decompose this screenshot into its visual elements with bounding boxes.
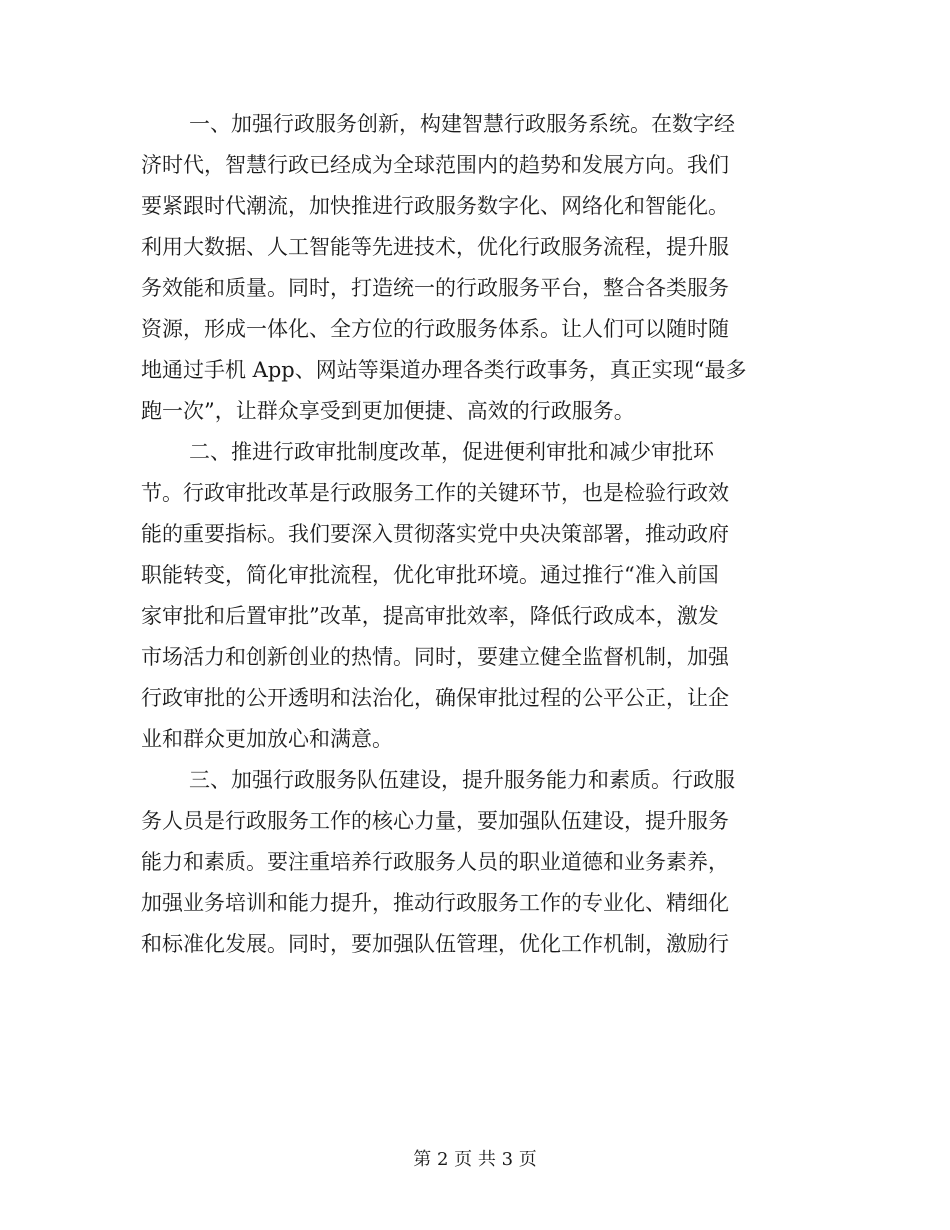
text-line-15: 行政审批的公开透明和法治化，确保审批过程的公平公正，让企 <box>141 686 729 710</box>
text-line-6: 资源，形成一体化、全方位的行政服务体系。让人们可以随时随 <box>141 317 729 341</box>
text-line-5: 务效能和质量。同时，打造统一的行政服务平台，整合各类服务 <box>141 276 729 300</box>
text-line-11: 能的重要指标。我们要深入贯彻落实党中央决策部署，推动政府 <box>141 522 729 546</box>
text-line-17: 三、加强行政服务队伍建设，提升服务能力和素质。行政服 <box>189 768 735 792</box>
text-line-18: 务人员是行政服务工作的核心力量，要加强队伍建设，提升服务 <box>141 809 729 833</box>
text-line-21: 和标准化发展。同时，要加强队伍管理，优化工作机制，激励行 <box>141 932 729 956</box>
text-line-8: 跑一次”，让群众享受到更加便捷、高效的行政服务。 <box>141 399 635 423</box>
text-line-1: 一、加强行政服务创新，构建智慧行政服务系统。在数字经 <box>189 112 735 136</box>
page-number-footer: 第 2 页 共 3 页 <box>413 1149 537 1170</box>
text-line-4: 利用大数据、人工智能等先进技术，优化行政服务流程，提升服 <box>141 235 729 259</box>
text-line-9: 二、推进行政审批制度改革，促进便利审批和减少审批环 <box>189 440 714 464</box>
text-line-12: 职能转变，简化审批流程，优化审批环境。通过推行“准入前国 <box>141 563 719 587</box>
text-line-14: 市场活力和创新创业的热情。同时，要建立健全监督机制，加强 <box>141 645 729 669</box>
text-line-20: 加强业务培训和能力提升，推动行政服务工作的专业化、精细化 <box>141 891 729 915</box>
text-line-3: 要紧跟时代潮流，加快推进行政服务数字化、网络化和智能化。 <box>141 194 729 218</box>
text-line-16: 业和群众更加放心和满意。 <box>141 727 393 751</box>
text-line-7: 地通过手机 App、网站等渠道办理各类行政事务，真正实现“最多 <box>141 358 747 382</box>
document-body <box>141 104 813 965</box>
text-line-13: 家审批和后置审批”改革，提高审批效率，降低行政成本，激发 <box>141 604 719 628</box>
text-line-2: 济时代，智慧行政已经成为全球范围内的趋势和发展方向。我们 <box>141 153 729 177</box>
text-line-19: 能力和素质。要注重培养行政服务人员的职业道德和业务素养， <box>141 850 729 874</box>
text-line-10: 节。行政审批改革是行政服务工作的关键环节，也是检验行政效 <box>141 481 729 505</box>
